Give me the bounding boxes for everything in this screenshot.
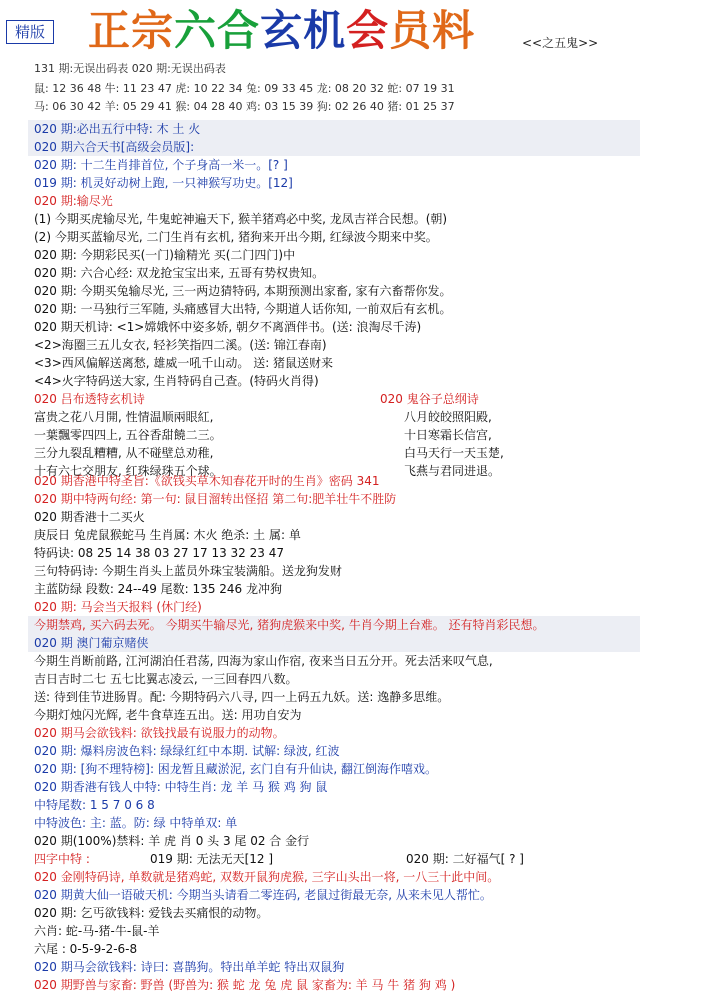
content-line: 020 期野兽与家畜: 野兽 (野兽为: 猴 蛇 龙 兔 虎 鼠 家畜为: 羊 马 牛 猪 狗 鸡 ) xyxy=(34,978,456,992)
poem-line: 十日寒霜长信宫, xyxy=(404,428,492,442)
page-title xyxy=(88,2,475,60)
content-line: 020 期香港有钱人中特: 中特生肖: 龙 羊 马 猴 鸡 狗 鼠 xyxy=(34,780,328,794)
content-line: 020 期马会欲钱料: 诗曰: 喜鹊狗。特出单羊蛇 特出双鼠狗 xyxy=(34,960,345,974)
content-line: 020 期香港中特圣旨:《欲钱买草木知春花开时的生肖》密码 341 xyxy=(34,474,380,488)
title-char: 六 xyxy=(174,6,218,55)
title-char: 玄 xyxy=(260,6,304,55)
poem-line: 白马天行一天玉楚, xyxy=(404,446,504,460)
content-line: 019 期: 机灵好动树上跑, 一只神猴写功史。[12] xyxy=(34,176,293,190)
title-char: 正 xyxy=(88,6,132,55)
poem-right-title: 020 鬼谷子总纲诗 xyxy=(380,392,479,406)
version-badge: 精版 xyxy=(6,20,54,44)
content-line: 吉日吉时二七 五七比翼志凌云, 一三回春四八数。 xyxy=(34,672,298,686)
issue-019-phrase: 019 期: 无法无天[12 ] xyxy=(150,852,274,866)
content-line: 020 期中特两句经: 第一句: 鼠目溜转出怪招 第二句:肥羊壮牛不胜防 xyxy=(34,492,397,506)
poem-line: 富贵之花八月開, 性情温顺兩眼紅, xyxy=(34,410,214,424)
content-line: 今期禁鸡, 买六码去死。 今期买牛输尽光, 猪狗虎猴来中奖, 牛肖今期上台难。 还有特肖彩民想。 xyxy=(34,618,545,632)
content-line: <2>海圈三五儿女衣, 轻衫笑指四二溪。(送: 锦江春南) xyxy=(34,338,327,352)
poem-line: 十有六七交朋友, 红珠绿珠五个球。 xyxy=(34,464,222,478)
content-line: (1) 今期买虎输尽光, 牛鬼蛇神遍天下, 猴羊猪鸡必中奖, 龙凤吉祥合民想。(朝) xyxy=(34,212,448,226)
poem-line: 飞燕与君同进退。 xyxy=(404,464,501,478)
title-char: 宗 xyxy=(131,6,175,55)
content-line: 020 期: 今期彩民买(一门)输精光 买(二门四门)中 xyxy=(34,248,296,262)
title-char: 料 xyxy=(432,6,476,55)
content-line: 020 期 澳门葡京赌侠 xyxy=(34,636,149,650)
content-line: 三句特码诗: 今期生肖头上蓝员外珠宝装满船。送龙狗发财 xyxy=(34,564,342,578)
poem-left-title: 020 吕布透特玄机诗 xyxy=(34,392,145,406)
four-char-label: 四字中特 : xyxy=(34,852,90,866)
content-line: 主蓝防绿 段数: 24--49 尾数: 135 246 龙冲狗 xyxy=(34,582,282,596)
title-char: 员 xyxy=(389,6,433,55)
content-line: 中特尾数: 1 5 7 0 6 8 xyxy=(34,798,155,812)
subtitle: <<之五鬼>> xyxy=(522,36,599,50)
poem-line: 三分九裂乱糟糟, 从不碰壁总劝稚, xyxy=(34,446,214,460)
title-char: 机 xyxy=(303,6,347,55)
issue-020-phrase: 020 期: 二好福气[ ? ] xyxy=(406,852,524,866)
content-line: 中特波色: 主: 蓝。防: 绿 中特单双: 单 xyxy=(34,816,238,830)
poem-line: 八月皎皎照阳殿, xyxy=(404,410,492,424)
content-line: 020 期:输尽光 xyxy=(34,194,113,208)
content-line: (2) 今期买蓝输尽光, 二门生肖有玄机, 猪狗来开出今期, 红绿波今期来中奖。 xyxy=(34,230,438,244)
content-line: 020 期天机诗: <1>嫦娥怀中姿多娇, 朝夕不离酒伴书。(送: 浪淘尽千涛) xyxy=(34,320,422,334)
zodiac-table-header: 131 期:无误出码表 020 期:无误出码表 xyxy=(34,62,226,75)
content-line: 今期灯烛闪光辉, 老牛食草连五出。送: 用功自安为 xyxy=(34,708,302,722)
content-line: 庚辰日 兔虎鼠猴蛇马 生肖属: 木火 绝杀: 土 属: 单 xyxy=(34,528,301,542)
content-line: 020 期: [狗不理特榜]: 困龙暂且藏淤泥, 玄门自有升仙诀, 翻江倒海作嘻戏。 xyxy=(34,762,438,776)
content-line: 020 期: 乞丐欲钱料: 爱钱去买痛恨的动物。 xyxy=(34,906,269,920)
content-line: 020 期: 今期买兔输尽光, 三一两边猜特码, 本期预测出家畜, 家有六畜帮你发。 xyxy=(34,284,452,298)
title-char: 会 xyxy=(346,6,390,55)
content-line: 020 期: 爆料房波色料: 绿绿红红中本期. 试解: 绿波, 红波 xyxy=(34,744,340,758)
content-line: 020 期香港十二买火 xyxy=(34,510,145,524)
content-line: 020 期: 马会当天报料 (休门经) xyxy=(34,600,202,614)
content-line: <4>火字特码送大家, 生肖特码自己查。(特码火肖得) xyxy=(34,374,319,388)
content-line: <3>西风偏解送离愁, 雄威一吼千山动。 送: 猪鼠送财来 xyxy=(34,356,334,370)
content-line: 020 期黄大仙一语破天机: 今期当头请看二零连码, 老鼠过街最无奈, 从来未见人帮忙。 xyxy=(34,888,492,902)
zodiac-row-2: 马: 06 30 42 羊: 05 29 41 猴: 04 28 40 鸡: 03 15 39 狗: 02 26 40 猪: 01 25 37 xyxy=(34,100,455,113)
content-line: 020 期:必出五行中特: 木 土 火 xyxy=(34,122,201,136)
poem-line: 一葉飄零四四上, 五谷香甜饒二三。 xyxy=(34,428,222,442)
zodiac-row-1: 鼠: 12 36 48 牛: 11 23 47 虎: 10 22 34 兔: 09 33 45 龙: 08 20 32 蛇: 07 19 31 xyxy=(34,82,455,95)
content-line: 020 期: 十二生肖排首位, 个子身高一米一。[? ] xyxy=(34,158,288,172)
content-line: 020 期: 一马独行三军随, 头痛感冒大出特, 今期道人话你知, 一前双后有玄机。 xyxy=(34,302,452,316)
content-line: 020 期(100%)禁料: 羊 虎 肖 0 头 3 尾 02 合 金行 xyxy=(34,834,310,848)
title-char: 合 xyxy=(217,6,261,55)
content-line: 020 期: 六合心经: 双龙抢宝宝出来, 五哥有势权贵知。 xyxy=(34,266,325,280)
content-line: 今期生肖断前路, 江河湖泊任君荡, 四海为家山作宿, 夜来当日五分开。死去活来叹气息, xyxy=(34,654,493,668)
content-line: 特码诀: 08 25 14 38 03 27 17 13 32 23 47 xyxy=(34,546,284,560)
content-line: 020 期六合天书[高级会员版]: xyxy=(34,140,195,154)
content-line: 020 期马会欲钱料: 欲钱找最有说服力的动物。 xyxy=(34,726,285,740)
content-line: 020 金刚特码诗, 单数就是猪鸡蛇, 双数开鼠狗虎猴, 三字山头出一将, 一八三十此中间。 xyxy=(34,870,500,884)
content-line: 六肖: 蛇-马-猪-牛-鼠-羊 xyxy=(34,924,160,938)
content-line: 送: 待到佳节进肠胃。配: 今期特码六八寻, 四一上码五九妖。送: 逸静多思维。 xyxy=(34,690,450,704)
content-line: 六尾 : 0-5-9-2-6-8 xyxy=(34,942,138,956)
